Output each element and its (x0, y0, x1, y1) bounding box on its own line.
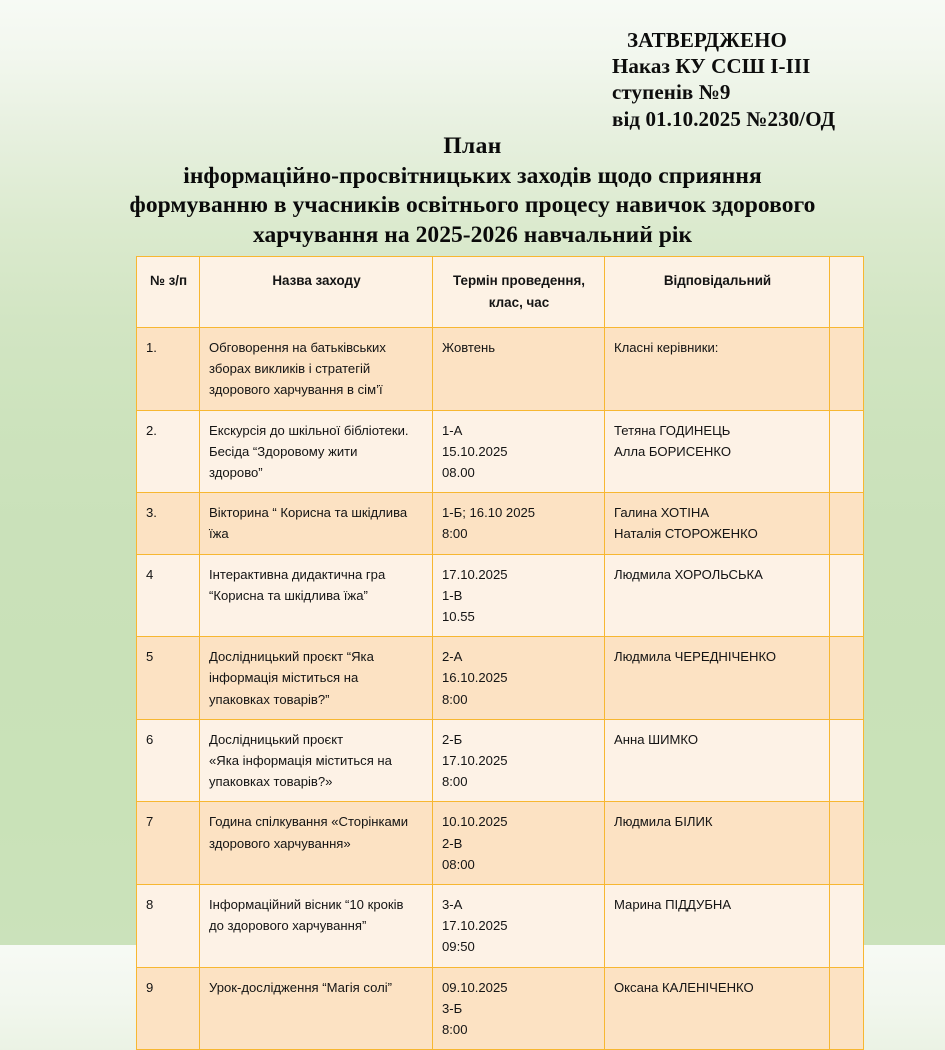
column-header-responsible: Відповідальний (605, 257, 830, 328)
column-header-term-line-1: Термін проведення, (452, 273, 585, 288)
cell-term-line: 15.10.2025 (442, 443, 508, 459)
cell-event-name (200, 554, 433, 637)
cell-term-line: 17.10.2025 (442, 753, 508, 769)
approval-line-0: ЗАТВЕРДЖЕНО (627, 28, 787, 52)
cell-term (433, 410, 605, 493)
cell-number: 9 (137, 967, 200, 1050)
title-line-3: харчування на 2025-2026 навчальний рік (252, 221, 693, 248)
plan-table-container (136, 256, 864, 1050)
cell-event-name (200, 885, 433, 968)
table-header (137, 257, 864, 328)
cell-number: 4 (137, 554, 200, 637)
table-row (137, 410, 864, 493)
column-header-number: № з/п (137, 257, 200, 328)
cell-responsible-line: Людмила БІЛИК (614, 814, 713, 830)
cell-event-name-line: здорово” (209, 465, 263, 481)
cell-term-line: 16.10.2025 (442, 670, 508, 686)
cell-event-name (200, 410, 433, 493)
cell-responsible (605, 637, 830, 720)
cell-term (433, 493, 605, 554)
cell-number: 7 (137, 802, 200, 885)
approval-block (612, 27, 835, 132)
title-line-2: формуванню в учасників освітнього процесу навичок здорового (129, 192, 816, 218)
cell-responsible-line: Галина ХОТІНА (614, 505, 710, 521)
cell-term (433, 967, 605, 1050)
cell-number: 8 (137, 885, 200, 968)
cell-event-name (200, 328, 433, 411)
cell-event-name-line: Інформаційний вісник “10 кроків (209, 897, 404, 913)
cell-event-name-line: Обговорення на батьківських (209, 340, 386, 355)
cell-term (433, 719, 605, 802)
cell-term-line: 2-Б (442, 731, 463, 747)
cell-note (830, 885, 864, 968)
cell-term-line: 8:00 (442, 774, 468, 790)
cell-term (433, 802, 605, 885)
cell-event-name-line: Урок-дослідження “Магія солі” (209, 979, 392, 995)
table-row (137, 637, 864, 720)
cell-term-line: 17.10.2025 (442, 566, 508, 582)
column-header-notes (830, 257, 864, 328)
cell-note (830, 719, 864, 802)
cell-responsible (605, 554, 830, 637)
cell-number: 2. (137, 410, 200, 493)
table-row (137, 719, 864, 802)
approval-line-3: від 01.10.2025 №230/ОД (612, 106, 836, 131)
cell-term-line: 09:50 (442, 939, 475, 955)
column-header-event-name: Назва заходу (200, 257, 433, 328)
cell-term-line: 8:00 (442, 526, 468, 542)
cell-note (830, 802, 864, 885)
cell-term-line: 3-А (442, 897, 463, 913)
cell-term (433, 554, 605, 637)
cell-event-name-line: “Корисна та шкідлива їжа” (209, 587, 368, 603)
cell-event-name-line: Бесіда “Здоровому жити (209, 443, 358, 459)
plan-table (136, 256, 864, 1050)
cell-responsible-line: Людмила ЧЕРЕДНІЧЕНКО (614, 649, 777, 665)
title-line-1: інформаційно-просвітницьких заходів щодо сприяння (183, 162, 762, 189)
cell-event-name (200, 719, 433, 802)
cell-event-name-line: здорового харчування в сім’ї (209, 382, 383, 398)
cell-event-name-line: Вікторина “ Корисна та шкідлива (209, 505, 408, 521)
cell-number: 5 (137, 637, 200, 720)
cell-number: 3. (137, 493, 200, 554)
cell-responsible-line: Класні керівники: (614, 340, 719, 355)
table-row (137, 554, 864, 637)
cell-term-line: 08.00 (442, 465, 475, 481)
cell-responsible-line: Тетяна ГОДИНЕЦЬ (614, 422, 731, 438)
cell-note (830, 328, 864, 411)
cell-term-line: Жовтень (442, 340, 496, 355)
cell-responsible-line: Людмила ХОРОЛЬСЬКА (614, 566, 763, 582)
cell-event-name-line: зборах викликів і стратегій (209, 361, 371, 377)
cell-event-name (200, 637, 433, 720)
cell-term-line: 08:00 (442, 856, 475, 872)
cell-term-line: 17.10.2025 (442, 918, 508, 934)
cell-responsible-line: Оксана КАЛЕНІЧЕНКО (614, 979, 754, 995)
cell-event-name-line: Інтерактивна дидактична гра (209, 566, 386, 582)
cell-term (433, 885, 605, 968)
cell-responsible (605, 410, 830, 493)
cell-event-name-line: інформація міститься на (209, 670, 359, 686)
cell-term (433, 328, 605, 411)
cell-note (830, 554, 864, 637)
title-line-0: План (443, 133, 502, 159)
cell-note (830, 410, 864, 493)
cell-responsible (605, 885, 830, 968)
approval-line-2: ступенів №9 (612, 80, 731, 105)
cell-event-name-line: Година спілкування «Сторінками (209, 814, 409, 830)
cell-event-name-line: упаковках товарів?» (209, 774, 333, 790)
cell-event-name-line: їжа (209, 526, 229, 542)
column-header-term-line-2: клас, час (488, 295, 550, 310)
cell-term-line: 10.10.2025 (442, 814, 508, 830)
cell-responsible-line: Наталія СТОРОЖЕНКО (614, 526, 758, 542)
cell-responsible (605, 802, 830, 885)
cell-responsible (605, 967, 830, 1050)
cell-event-name-line: упаковках товарів?” (209, 691, 330, 707)
cell-event-name-line: Дослідницький проєкт (209, 731, 344, 747)
cell-number: 1. (137, 328, 200, 411)
table-row (137, 802, 864, 885)
cell-term-line: 1-Б; 16.10 2025 (442, 505, 536, 521)
table-row (137, 328, 864, 411)
cell-responsible (605, 719, 830, 802)
cell-term-line: 8:00 (442, 1022, 468, 1038)
table-header-row (137, 257, 864, 328)
cell-term-line: 2-А (442, 649, 463, 665)
cell-responsible (605, 328, 830, 411)
cell-term (433, 637, 605, 720)
cell-note (830, 493, 864, 554)
cell-event-name (200, 493, 433, 554)
cell-term-line: 09.10.2025 (442, 979, 508, 995)
table-row (137, 493, 864, 554)
cell-note (830, 967, 864, 1050)
table-row (137, 967, 864, 1050)
cell-event-name-line: Дослідницький проєкт “Яка (209, 649, 374, 665)
cell-term-line: 1-В (442, 587, 463, 603)
table-body (137, 328, 864, 1050)
table-row (137, 885, 864, 968)
cell-term-line: 10.55 (442, 609, 475, 625)
cell-event-name-line: Екскурсія до шкільної бібліотеки. (209, 422, 409, 438)
cell-event-name (200, 967, 433, 1050)
cell-event-name-line: здорового харчування» (209, 835, 351, 851)
cell-responsible-line: Алла БОРИСЕНКО (614, 443, 732, 459)
cell-term-line: 8:00 (442, 691, 468, 707)
cell-number: 6 (137, 719, 200, 802)
cell-event-name-line: «Яка інформація міститься на (209, 753, 392, 769)
cell-responsible-line: Анна ШИМКО (614, 731, 699, 747)
column-header-term (433, 257, 605, 328)
cell-responsible (605, 493, 830, 554)
document-title (0, 132, 945, 250)
cell-term-line: 2-В (442, 835, 463, 851)
cell-term-line: 1-А (442, 422, 463, 438)
cell-responsible-line: Марина ПІДДУБНА (614, 897, 732, 913)
cell-event-name (200, 802, 433, 885)
cell-event-name-line: до здорового харчування” (209, 918, 367, 934)
cell-note (830, 637, 864, 720)
cell-term-line: 3-Б (442, 1000, 463, 1016)
approval-line-1: Наказ КУ ССШ I-III (612, 54, 811, 79)
